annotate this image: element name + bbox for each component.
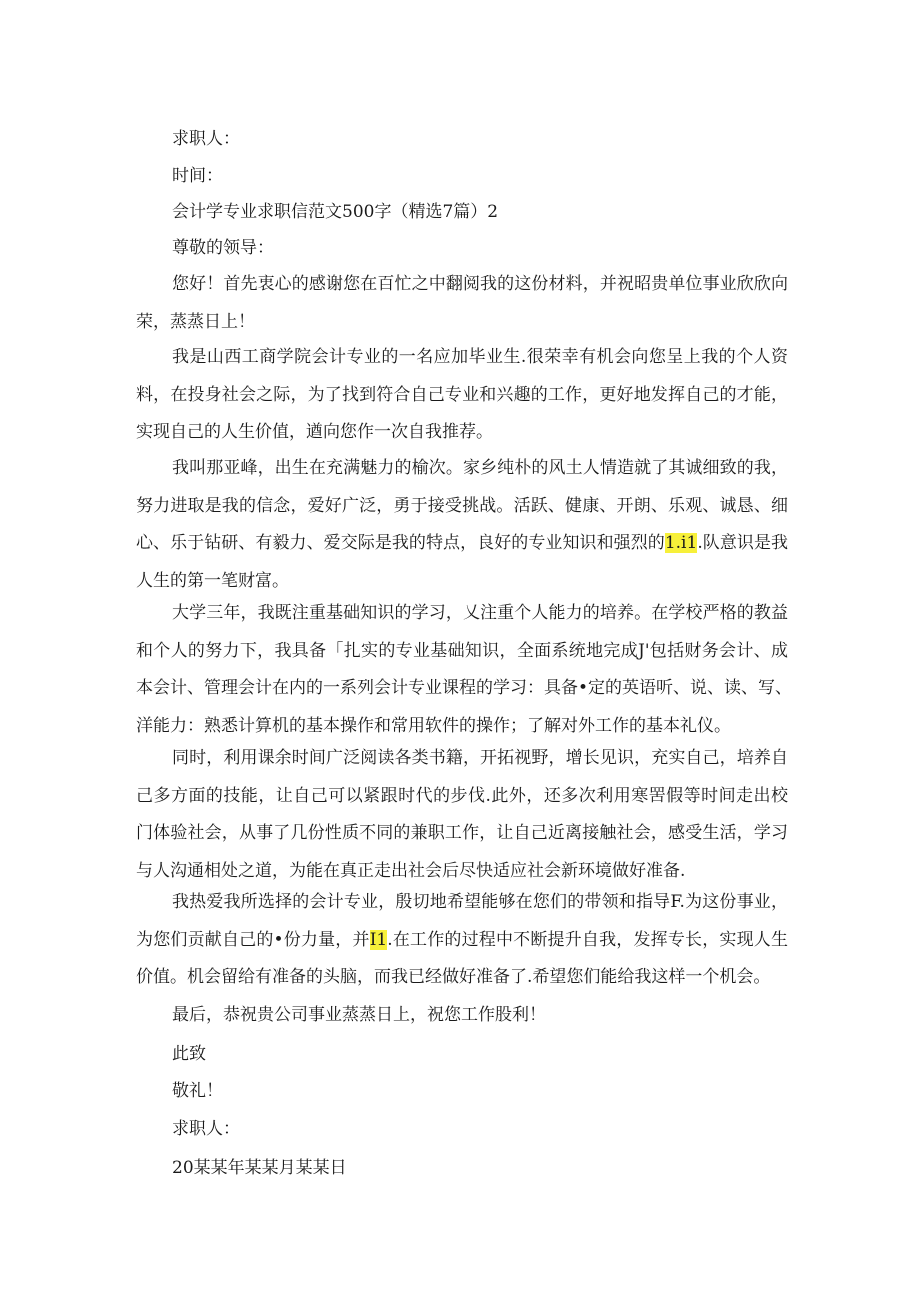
salutation: 尊敬的领导： <box>172 238 274 258</box>
paragraph-line: 门体验社会，从事了几份性质不同的兼职工作，让自己近离接触社会，感受生活，学习 <box>136 823 788 843</box>
closing-regards: 此致 <box>172 1044 206 1064</box>
paragraph-line: 和个人的努力下，我具备「扎实的专业基础知识，全面系统地完成J'包括财务会计、成 <box>136 640 788 661</box>
paragraph-line: 料，在投身社会之际，为了找到符合自己专业和兴趣的工作，更好地发挥自己的才能， <box>136 384 788 405</box>
paragraph-line: 大学三年，我既注重基础知识的学习，乂注重个人能力的培养。在学校严格的教益 <box>172 603 788 623</box>
text-segment: .队意识是我 <box>697 533 789 553</box>
paragraph-line: 您好！首先衷心的感谢您在百忙之中翻阅我的这份材料，并祝昭贵单位事业欣欣向 <box>172 274 788 294</box>
paragraph-line: 实现自己的人生价值，遒向您作一次自我推荐。 <box>136 422 493 442</box>
text-segment: 心、乐于钻研、有毅力、爱交际是我的特点，良好的专业知识和强烈的 <box>136 533 665 553</box>
paragraph-greeting <box>136 266 788 341</box>
paragraph-activities <box>136 740 788 890</box>
paragraph-line: 己多方面的技能，让自己可以紧跟时代的步伐.此外，还多次利用寒罟假等时间走出校 <box>136 785 788 806</box>
paragraph-line: 同时，利用课余时间广泛阅读各类书籍，开拓视野，增长见识，充实自己，培养自 <box>172 748 788 768</box>
closing-date: 20某某年某某月某某日 <box>172 1158 347 1178</box>
paragraph-introduction <box>136 339 788 452</box>
paragraph-line: 我叫那亚峰，出生在充满魅力的榆次。家乡纯朴的风土人情造就了其诚细致的我， <box>172 458 788 478</box>
closing-applicant-label: 求职人： <box>172 1119 240 1139</box>
paragraph-line: 本会计、管理会计在内的一系列会计专业课程的学习：具备•定的英语听、说、读、写、 <box>136 678 793 698</box>
paragraph-line: 与人沟通相处之道，为能在真正走出社会后尽快适应社会新环境做好准备. <box>136 860 686 881</box>
paragraph-line: 价值。机会留给有准备的头脑，而我已经做好准备了.希望您们能给我这样一个机会。 <box>136 967 771 987</box>
text-segment: .在工作的过程中不断提升自我，发挥专长，实现人生 <box>387 929 788 950</box>
closing-wish: 最后，恭祝贵公司事业蒸蒸日上，祝您工作股利！ <box>172 1005 546 1025</box>
paragraph-line: 努力进取是我的信念，爱好广泛，勇于接受挑战。活跃、健康、开朗、乐观、诚恳、细 <box>136 495 788 516</box>
applicant-label: 求职人： <box>172 129 240 149</box>
time-label: 时间： <box>172 166 223 186</box>
highlighted-text: 1.i1 <box>664 533 698 553</box>
paragraph-line: 我是山西工商学院会计专业的一名应加毕业生.很荣幸有机会向您呈上我的个人资 <box>172 347 788 367</box>
text-segment: 为您们贡献自己的•份力量，并 <box>136 929 370 950</box>
paragraph-line: 我热爱我所选择的会计专业，殷切地希望能够在您们的带领和指导F.为这份事业， <box>172 892 788 912</box>
paragraph-line: 洋能力：熟悉计算机的基本操作和常用软件的操作；了解对外工作的基本礼仪。 <box>136 715 731 736</box>
paragraph-line <box>136 922 788 960</box>
highlighted-text: I1 <box>369 929 388 950</box>
paragraph-university <box>136 595 793 745</box>
paragraph-line <box>136 525 788 563</box>
paragraph-line: 荣，蒸蒸日上！ <box>136 311 255 332</box>
paragraph-self-description <box>136 450 788 600</box>
document-title: 会计学专业求职信范文500字（精选7篇）2 <box>172 202 499 222</box>
paragraph-aspiration <box>136 884 788 997</box>
closing-salute: 敬礼！ <box>172 1081 223 1101</box>
paragraph-line: 人生的第一笔财富。 <box>136 570 289 591</box>
